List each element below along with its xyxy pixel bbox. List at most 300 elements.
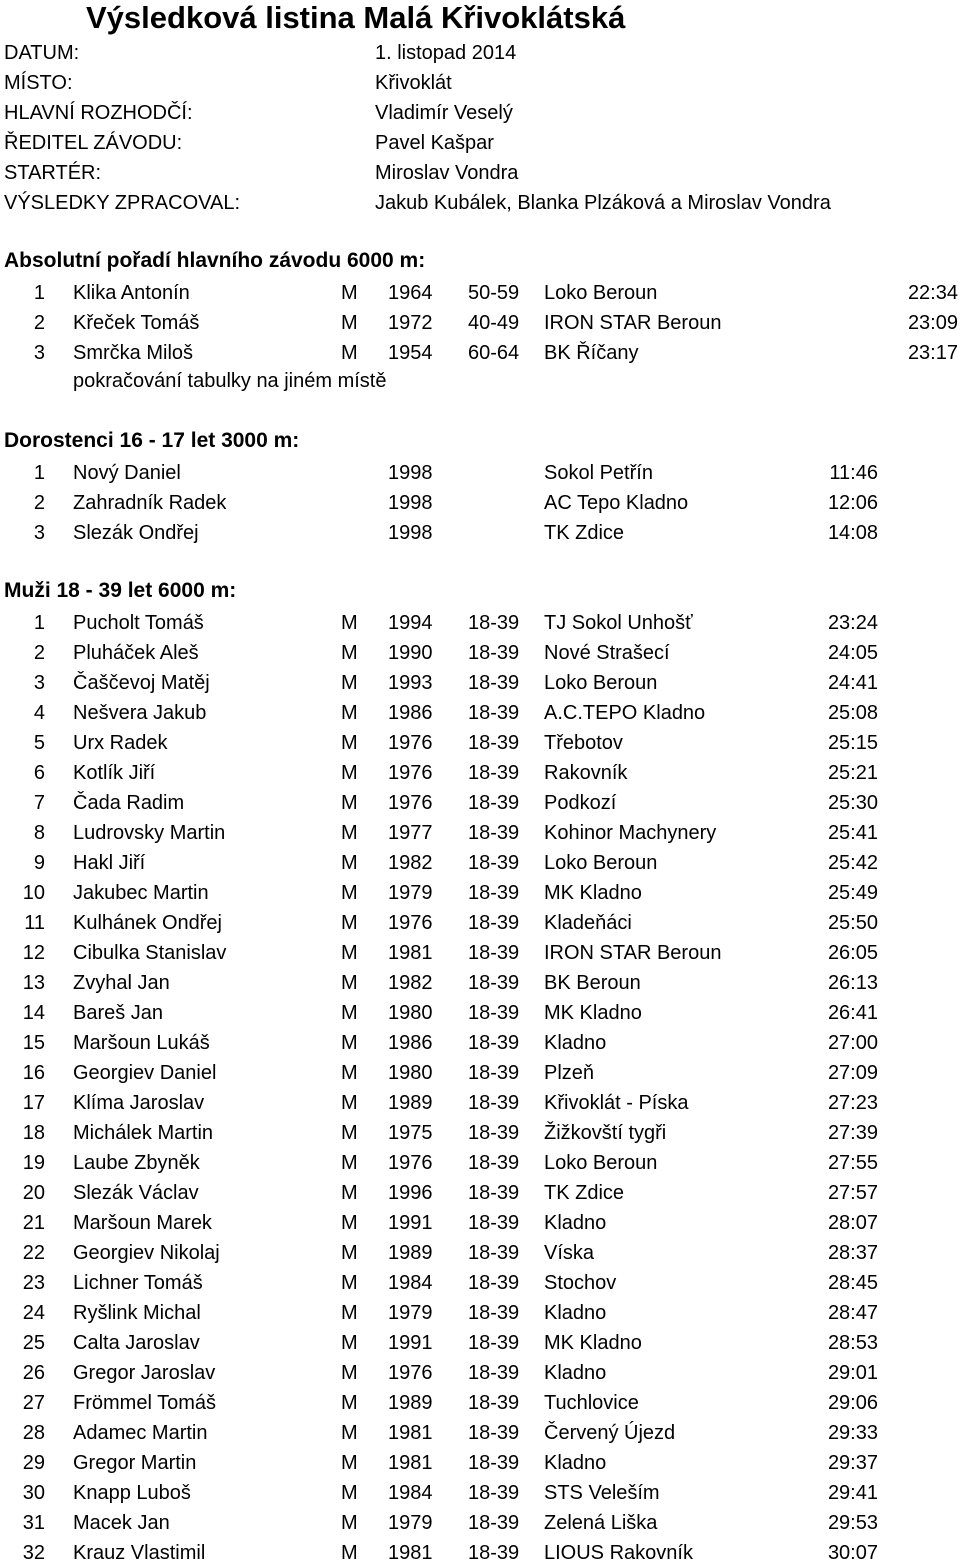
category-cell: 18-39	[468, 702, 520, 724]
year-cell: 1980	[388, 1002, 433, 1024]
meta-label: DATUM:	[4, 42, 80, 64]
time-cell: 25:21	[827, 762, 878, 784]
name-cell: Křeček Tomáš	[73, 312, 200, 334]
year-cell: 1975	[388, 1122, 433, 1144]
table-row	[0, 938, 960, 968]
category-cell: 18-39	[468, 1242, 520, 1264]
rank-cell: 12	[22, 942, 45, 964]
name-cell: Kotlík Jiří	[73, 762, 156, 784]
year-cell: 1981	[388, 1452, 433, 1474]
category-cell: 18-39	[468, 1362, 520, 1384]
men-section-title: Muži 18 - 39 let 6000 m:	[4, 579, 237, 602]
rank-cell: 2	[33, 492, 45, 514]
name-cell: Gregor Martin	[73, 1452, 197, 1474]
sex-cell: M	[341, 1212, 358, 1234]
name-cell: Michálek Martin	[73, 1122, 214, 1144]
time-cell: 26:05	[827, 942, 878, 964]
category-cell: 18-39	[468, 822, 520, 844]
sex-cell: M	[341, 732, 358, 754]
time-cell: 27:00	[827, 1032, 878, 1054]
time-cell: 26:41	[827, 1002, 878, 1024]
table-row	[0, 308, 960, 338]
time-cell: 29:06	[827, 1392, 878, 1414]
table-row	[0, 878, 960, 908]
year-cell: 1996	[388, 1182, 433, 1204]
rank-cell: 2	[33, 642, 45, 664]
year-cell: 1976	[388, 912, 433, 934]
rank-cell: 21	[22, 1212, 45, 1234]
time-cell: 14:08	[827, 522, 878, 544]
category-cell: 18-39	[468, 1272, 520, 1294]
name-cell: Nešvera Jakub	[73, 702, 207, 724]
time-cell: 25:49	[827, 882, 878, 904]
sex-cell: M	[341, 1032, 358, 1054]
table-row	[0, 518, 960, 548]
club-cell: Tuchlovice	[544, 1392, 639, 1414]
rank-cell: 27	[22, 1392, 45, 1414]
meta-value: 1. listopad 2014	[375, 42, 517, 64]
sex-cell: M	[341, 342, 358, 364]
time-cell: 27:23	[827, 1092, 878, 1114]
table-row	[0, 668, 960, 698]
time-cell: 28:47	[827, 1302, 878, 1324]
table-row	[0, 1418, 960, 1448]
time-cell: 27:09	[827, 1062, 878, 1084]
category-cell: 18-39	[468, 1122, 520, 1144]
club-cell: A.C.TEPO Kladno	[544, 702, 706, 724]
category-cell: 18-39	[468, 1092, 520, 1114]
category-cell: 18-39	[468, 1452, 520, 1474]
meta-value: Pavel Kašpar	[375, 132, 494, 154]
meta-row	[4, 188, 954, 218]
sex-cell: M	[341, 1512, 358, 1534]
category-cell: 60-64	[468, 342, 520, 364]
table-row	[0, 278, 960, 308]
rank-cell: 5	[33, 732, 45, 754]
year-cell: 1998	[388, 462, 433, 484]
category-cell: 40-49	[468, 312, 520, 334]
time-cell: 28:45	[827, 1272, 878, 1294]
rank-cell: 26	[22, 1362, 45, 1384]
time-cell: 25:50	[827, 912, 878, 934]
table-row	[0, 998, 960, 1028]
sex-cell: M	[341, 762, 358, 784]
table-row	[0, 1388, 960, 1418]
category-cell: 18-39	[468, 1212, 520, 1234]
time-cell: 28:37	[827, 1242, 878, 1264]
name-cell: Laube Zbyněk	[73, 1152, 200, 1174]
rank-cell: 25	[22, 1332, 45, 1354]
year-cell: 1993	[388, 672, 433, 694]
rank-cell: 11	[24, 912, 45, 934]
rank-cell: 15	[22, 1032, 45, 1054]
rank-cell: 6	[33, 762, 45, 784]
time-cell: 11:46	[829, 462, 878, 484]
year-cell: 1991	[388, 1212, 433, 1234]
year-cell: 1981	[388, 1542, 433, 1564]
rank-cell: 30	[22, 1482, 45, 1504]
sex-cell: M	[341, 702, 358, 724]
year-cell: 1989	[388, 1092, 433, 1114]
club-cell: Loko Beroun	[544, 672, 658, 694]
category-cell: 18-39	[468, 1062, 520, 1084]
time-cell: 29:01	[827, 1362, 878, 1384]
name-cell: Čaščevoj Matěj	[73, 672, 210, 694]
name-cell: Slezák Václav	[73, 1182, 199, 1204]
time-cell: 27:39	[827, 1122, 878, 1144]
table-row	[0, 488, 960, 518]
time-cell: 28:07	[827, 1212, 878, 1234]
category-cell: 50-59	[468, 282, 520, 304]
sex-cell: M	[341, 1272, 358, 1294]
year-cell: 1976	[388, 1152, 433, 1174]
name-cell: Urx Radek	[73, 732, 168, 754]
rank-cell: 2	[33, 312, 45, 334]
club-cell: Kohinor Machynery	[544, 822, 717, 844]
year-cell: 1981	[388, 942, 433, 964]
sex-cell: M	[341, 912, 358, 934]
club-cell: Červený Újezd	[544, 1422, 676, 1444]
club-cell: MK Kladno	[544, 882, 642, 904]
name-cell: Cibulka Stanislav	[73, 942, 227, 964]
name-cell: Maršoun Lukáš	[73, 1032, 210, 1054]
year-cell: 1982	[388, 852, 433, 874]
year-cell: 1954	[388, 342, 433, 364]
table-row	[0, 338, 960, 368]
year-cell: 1980	[388, 1062, 433, 1084]
juniors-section-title: Dorostenci 16 - 17 let 3000 m:	[4, 429, 300, 452]
year-cell: 1979	[388, 1302, 433, 1324]
name-cell: Jakubec Martin	[73, 882, 209, 904]
name-cell: Nový Daniel	[73, 462, 181, 484]
time-cell: 12:06	[827, 492, 878, 514]
sex-cell: M	[341, 1482, 358, 1504]
year-cell: 1990	[388, 642, 433, 664]
table-row	[0, 1178, 960, 1208]
club-cell: BK Říčany	[544, 342, 639, 364]
sex-cell: M	[341, 282, 358, 304]
sex-cell: M	[341, 822, 358, 844]
sex-cell: M	[341, 1122, 358, 1144]
name-cell: Slezák Ondřej	[73, 522, 199, 544]
club-cell: Zelená Liška	[544, 1512, 658, 1534]
sex-cell: M	[341, 852, 358, 874]
year-cell: 1976	[388, 732, 433, 754]
sex-cell: M	[341, 1542, 358, 1564]
category-cell: 18-39	[468, 732, 520, 754]
sex-cell: M	[341, 1392, 358, 1414]
rank-cell: 24	[22, 1302, 45, 1324]
meta-label: HLAVNÍ ROZHODČÍ:	[4, 102, 193, 124]
name-cell: Maršoun Marek	[73, 1212, 212, 1234]
sex-cell: M	[341, 312, 358, 334]
table-row	[0, 1478, 960, 1508]
year-cell: 1998	[388, 522, 433, 544]
sex-cell: M	[341, 882, 358, 904]
rank-cell: 16	[22, 1062, 45, 1084]
club-cell: Kladno	[544, 1302, 607, 1324]
rank-cell: 20	[22, 1182, 45, 1204]
club-cell: Loko Beroun	[544, 282, 658, 304]
meta-value: Křivoklát	[375, 72, 452, 94]
club-cell: Loko Beroun	[544, 1152, 658, 1174]
category-cell: 18-39	[468, 882, 520, 904]
club-cell: Třebotov	[544, 732, 623, 754]
table-row	[0, 1028, 960, 1058]
year-cell: 1964	[388, 282, 433, 304]
meta-label: MÍSTO:	[4, 72, 73, 94]
club-cell: Kladno	[544, 1362, 607, 1384]
sex-cell: M	[341, 1242, 358, 1264]
table-row	[0, 1118, 960, 1148]
table-row	[0, 1058, 960, 1088]
sex-cell: M	[341, 972, 358, 994]
name-cell: Pluháček Aleš	[73, 642, 199, 664]
name-cell: Zvyhal Jan	[73, 972, 170, 994]
club-cell: BK Beroun	[544, 972, 641, 994]
time-cell: 23:09	[907, 312, 958, 334]
table-row	[0, 1208, 960, 1238]
club-cell: Kladno	[544, 1452, 607, 1474]
category-cell: 18-39	[468, 1002, 520, 1024]
continuation-note: pokračování tabulky na jiném místě	[73, 370, 387, 392]
time-cell: 29:53	[827, 1512, 878, 1534]
name-cell: Frömmel Tomáš	[73, 1392, 216, 1414]
table-row	[0, 638, 960, 668]
club-cell: Podkozí	[544, 792, 617, 814]
time-cell: 24:05	[827, 642, 878, 664]
table-row	[0, 1268, 960, 1298]
time-cell: 22:34	[907, 282, 958, 304]
rank-cell: 23	[22, 1272, 45, 1294]
club-cell: Plzeň	[544, 1062, 595, 1084]
club-cell: IRON STAR Beroun	[544, 942, 722, 964]
table-row	[0, 1538, 960, 1568]
meta-label: STARTÉR:	[4, 162, 102, 184]
rank-cell: 13	[22, 972, 45, 994]
table-row	[0, 1508, 960, 1538]
name-cell: Hakl Jiří	[73, 852, 146, 874]
name-cell: Adamec Martin	[73, 1422, 208, 1444]
category-cell: 18-39	[468, 612, 520, 634]
table-row	[0, 1298, 960, 1328]
year-cell: 1977	[388, 822, 433, 844]
name-cell: Klika Antonín	[73, 282, 190, 304]
rank-cell: 4	[33, 702, 45, 724]
club-cell: Křivoklát - Píska	[544, 1092, 689, 1114]
sex-cell: M	[341, 1452, 358, 1474]
category-cell: 18-39	[468, 672, 520, 694]
sex-cell: M	[341, 1062, 358, 1084]
year-cell: 1991	[388, 1332, 433, 1354]
rank-cell: 14	[22, 1002, 45, 1024]
name-cell: Lichner Tomáš	[73, 1272, 203, 1294]
name-cell: Krauz Vlastimil	[73, 1542, 206, 1564]
club-cell: Nové Strašecí	[544, 642, 670, 664]
club-cell: MK Kladno	[544, 1332, 642, 1354]
category-cell: 18-39	[468, 762, 520, 784]
table-row	[0, 1238, 960, 1268]
meta-value: Vladimír Veselý	[375, 102, 513, 124]
time-cell: 27:55	[827, 1152, 878, 1174]
name-cell: Macek Jan	[73, 1512, 170, 1534]
name-cell: Calta Jaroslav	[73, 1332, 200, 1354]
meta-label: VÝSLEDKY ZPRACOVAL:	[4, 192, 241, 214]
time-cell: 26:13	[827, 972, 878, 994]
club-cell: Kladno	[544, 1212, 607, 1234]
club-cell: TK Zdice	[544, 522, 625, 544]
rank-cell: 17	[22, 1092, 45, 1114]
meta-row	[4, 128, 954, 158]
year-cell: 1989	[388, 1392, 433, 1414]
name-cell: Georgiev Nikolaj	[73, 1242, 220, 1264]
time-cell: 27:57	[827, 1182, 878, 1204]
time-cell: 25:42	[827, 852, 878, 874]
name-cell: Zahradník Radek	[73, 492, 227, 514]
club-cell: Žižkovští tygři	[544, 1122, 667, 1144]
rank-cell: 1	[33, 462, 45, 484]
table-row	[0, 1088, 960, 1118]
name-cell: Knapp Luboš	[73, 1482, 191, 1504]
category-cell: 18-39	[468, 1182, 520, 1204]
year-cell: 1989	[388, 1242, 433, 1264]
sex-cell: M	[341, 1422, 358, 1444]
table-row	[0, 968, 960, 998]
time-cell: 25:08	[827, 702, 878, 724]
rank-cell: 3	[33, 342, 45, 364]
club-cell: TK Zdice	[544, 1182, 625, 1204]
meta-row	[4, 38, 954, 68]
year-cell: 1976	[388, 1362, 433, 1384]
name-cell: Kulhánek Ondřej	[73, 912, 222, 934]
table-row	[0, 458, 960, 488]
club-cell: TJ Sokol Unhošť	[544, 612, 693, 634]
table-row	[0, 728, 960, 758]
year-cell: 1986	[388, 1032, 433, 1054]
club-cell: Sokol Petřín	[544, 462, 653, 484]
category-cell: 18-39	[468, 942, 520, 964]
category-cell: 18-39	[468, 1332, 520, 1354]
rank-cell: 18	[22, 1122, 45, 1144]
club-cell: Loko Beroun	[544, 852, 658, 874]
category-cell: 18-39	[468, 792, 520, 814]
category-cell: 18-39	[468, 1512, 520, 1534]
club-cell: Víska	[544, 1242, 595, 1264]
table-row	[0, 788, 960, 818]
table-row	[0, 1448, 960, 1478]
category-cell: 18-39	[468, 1422, 520, 1444]
table-row	[0, 1328, 960, 1358]
time-cell: 25:30	[827, 792, 878, 814]
club-cell: STS Veleším	[544, 1482, 660, 1504]
club-cell: Rakovník	[544, 762, 628, 784]
table-row	[0, 818, 960, 848]
club-cell: Stochov	[544, 1272, 617, 1294]
sex-cell: M	[341, 1002, 358, 1024]
club-cell: IRON STAR Beroun	[544, 312, 722, 334]
year-cell: 1984	[388, 1272, 433, 1294]
rank-cell: 19	[22, 1152, 45, 1174]
year-cell: 1981	[388, 1422, 433, 1444]
sex-cell: M	[341, 1332, 358, 1354]
time-cell: 24:41	[827, 672, 878, 694]
sex-cell: M	[341, 612, 358, 634]
club-cell: AC Tepo Kladno	[544, 492, 689, 514]
table-row	[0, 698, 960, 728]
name-cell: Bareš Jan	[73, 1002, 164, 1024]
name-cell: Ludrovsky Martin	[73, 822, 226, 844]
rank-cell: 31	[22, 1512, 45, 1534]
category-cell: 18-39	[468, 1392, 520, 1414]
name-cell: Čada Radim	[73, 792, 185, 814]
rank-cell: 1	[33, 282, 45, 304]
document-title: Výsledková listina Malá Křivoklátská	[86, 0, 626, 35]
name-cell: Pucholt Tomáš	[73, 612, 204, 634]
category-cell: 18-39	[468, 1482, 520, 1504]
category-cell: 18-39	[468, 642, 520, 664]
rank-cell: 28	[22, 1422, 45, 1444]
time-cell: 30:07	[827, 1542, 878, 1564]
table-row	[0, 758, 960, 788]
category-cell: 18-39	[468, 1152, 520, 1174]
year-cell: 1998	[388, 492, 433, 514]
time-cell: 23:24	[827, 612, 878, 634]
club-cell: LIOUS Rakovník	[544, 1542, 693, 1564]
meta-row	[4, 158, 954, 188]
name-cell: Klíma Jaroslav	[73, 1092, 205, 1114]
club-cell: Kladno	[544, 1032, 607, 1054]
rank-cell: 32	[22, 1542, 45, 1564]
meta-row	[4, 98, 954, 128]
rank-cell: 9	[33, 852, 45, 874]
sex-cell: M	[341, 792, 358, 814]
sex-cell: M	[341, 642, 358, 664]
sex-cell: M	[341, 1362, 358, 1384]
time-cell: 25:41	[827, 822, 878, 844]
year-cell: 1984	[388, 1482, 433, 1504]
club-cell: MK Kladno	[544, 1002, 642, 1024]
absolute-section-title: Absolutní pořadí hlavního závodu 6000 m:	[4, 249, 426, 272]
year-cell: 1972	[388, 312, 433, 334]
time-cell: 25:15	[827, 732, 878, 754]
table-row	[0, 1358, 960, 1388]
table-row	[0, 848, 960, 878]
meta-row	[4, 68, 954, 98]
time-cell: 29:41	[827, 1482, 878, 1504]
table-row	[0, 1148, 960, 1178]
sex-cell: M	[341, 1152, 358, 1174]
rank-cell: 8	[33, 822, 45, 844]
time-cell: 29:37	[827, 1452, 878, 1474]
rank-cell: 29	[22, 1452, 45, 1474]
rank-cell: 3	[33, 672, 45, 694]
category-cell: 18-39	[468, 852, 520, 874]
rank-cell: 22	[22, 1242, 45, 1264]
year-cell: 1982	[388, 972, 433, 994]
year-cell: 1976	[388, 792, 433, 814]
name-cell: Gregor Jaroslav	[73, 1362, 216, 1384]
category-cell: 18-39	[468, 1302, 520, 1324]
meta-value: Miroslav Vondra	[375, 162, 519, 184]
name-cell: Georgiev Daniel	[73, 1062, 217, 1084]
year-cell: 1994	[388, 612, 433, 634]
year-cell: 1976	[388, 762, 433, 784]
sex-cell: M	[341, 942, 358, 964]
table-row	[0, 608, 960, 638]
sex-cell: M	[341, 1182, 358, 1204]
meta-label: ŘEDITEL ZÁVODU:	[4, 132, 183, 154]
sex-cell: M	[341, 672, 358, 694]
